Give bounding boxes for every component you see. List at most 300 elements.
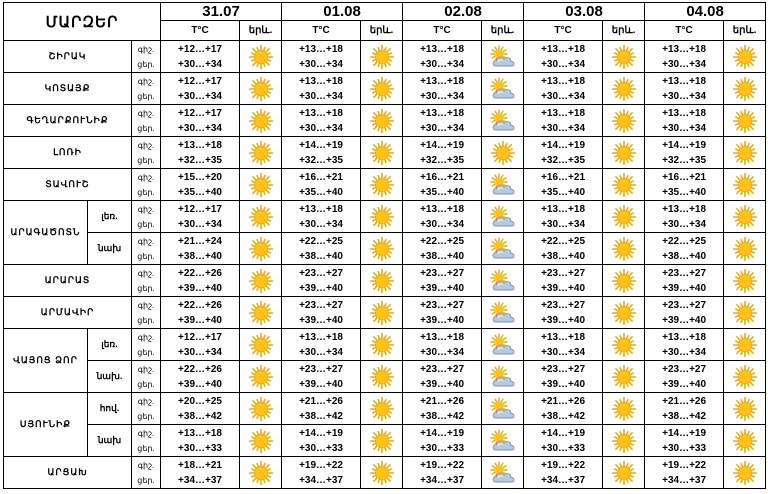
day-label: ցեր. <box>137 91 155 101</box>
region-row <box>4 457 766 489</box>
region-name: ԱՐՄԱՎԻՐ <box>4 297 132 329</box>
day-temp: +30…+34 <box>541 346 586 358</box>
temperature-cell <box>524 297 603 329</box>
temperature-cell <box>282 457 361 489</box>
temperature-cell <box>282 169 361 201</box>
sun-icon <box>370 77 394 101</box>
night-temp: +13…+18 <box>662 203 707 215</box>
night-temp: +13…+18 <box>420 75 465 87</box>
day-temp: +30…+34 <box>662 58 707 70</box>
sun-icon <box>612 301 636 325</box>
day-temp: +38…+42 <box>178 410 222 422</box>
night-temp: +23…+27 <box>420 299 465 311</box>
night-day-labels <box>132 105 161 137</box>
day-temp: +34…+37 <box>662 474 707 486</box>
temperature-cell <box>524 105 603 137</box>
sun-icon <box>370 173 394 197</box>
day-temp: +38…+42 <box>541 410 586 422</box>
temperature-cell <box>161 425 240 457</box>
night-temp: +13…+18 <box>299 331 343 343</box>
temperature-cell <box>524 329 603 361</box>
temperature-cell <box>161 361 240 393</box>
night-temp: +13…+18 <box>420 331 465 343</box>
weather-cell <box>482 233 524 265</box>
night-day-labels <box>132 137 161 169</box>
day-temp: +32…+35 <box>541 154 586 166</box>
night-temp: +13…+18 <box>541 107 586 119</box>
day-temp: +30…+34 <box>178 346 222 358</box>
weather-cell <box>724 201 766 233</box>
sun-icon <box>733 45 757 69</box>
night-label: գիշ. <box>137 236 155 246</box>
weather-cell <box>361 457 403 489</box>
temperature-cell <box>282 265 361 297</box>
weather-cell <box>240 201 282 233</box>
forecast-body <box>4 41 766 489</box>
temperature-cell <box>282 329 361 361</box>
day-temp: +38…+40 <box>662 250 707 262</box>
sun-icon <box>612 173 636 197</box>
region-name: ՇԻՐԱԿ <box>4 41 132 73</box>
day-label: ցեր. <box>137 411 155 421</box>
day-temp: +30…+34 <box>178 122 222 134</box>
night-temp: +13…+18 <box>178 139 222 151</box>
night-temp: +13…+18 <box>420 43 465 55</box>
weather-header: երև. <box>603 21 645 41</box>
temperature-cell <box>403 265 482 297</box>
sun-icon <box>612 237 636 261</box>
day-temp: +38…+40 <box>178 250 222 262</box>
region-row <box>4 169 766 201</box>
day-label: ցեր. <box>137 59 155 69</box>
temperature-cell <box>645 201 724 233</box>
temperature-cell <box>403 361 482 393</box>
sun-icon <box>612 77 636 101</box>
sun-icon <box>733 173 757 197</box>
weather-cell <box>240 41 282 73</box>
night-temp: +14…+19 <box>662 139 707 151</box>
sun-icon <box>733 109 757 133</box>
night-temp: +13…+18 <box>541 203 586 215</box>
night-temp: +13…+18 <box>299 203 343 215</box>
weather-cell <box>724 73 766 105</box>
weather-cell <box>482 41 524 73</box>
weather-cell <box>603 393 645 425</box>
sun-icon <box>370 301 394 325</box>
sun-behind-cloud-icon <box>489 45 517 69</box>
temperature-cell <box>645 265 724 297</box>
day-label: ցեր. <box>137 187 155 197</box>
temp-header: T°C <box>282 21 361 41</box>
temperature-cell <box>161 73 240 105</box>
weather-cell <box>482 361 524 393</box>
region-name: ՏԱՎՈՒՇ <box>4 169 132 201</box>
day-label: ցեր. <box>137 251 155 261</box>
temperature-cell <box>161 329 240 361</box>
sun-icon <box>370 205 394 229</box>
weather-cell <box>482 73 524 105</box>
temperature-cell <box>524 137 603 169</box>
temperature-cell <box>524 41 603 73</box>
night-temp: +23…+27 <box>420 267 465 279</box>
night-label: գիշ. <box>137 204 155 214</box>
region-name: ՍՅՈՒՆԻՔ <box>4 393 88 457</box>
region-row <box>4 41 766 73</box>
region-row <box>4 265 766 297</box>
temperature-cell <box>161 297 240 329</box>
night-temp: +13…+18 <box>299 107 343 119</box>
sun-icon <box>612 269 636 293</box>
weather-header: երև. <box>361 21 403 41</box>
sun-icon <box>612 397 636 421</box>
night-temp: +13…+18 <box>178 427 222 439</box>
table-header <box>4 3 766 41</box>
day-temp: +35…+40 <box>420 186 465 198</box>
subregion-label: նախ <box>88 233 132 265</box>
region-name: ԳԵՂԱՐՔՈՒՆԻՔ <box>4 105 132 137</box>
day-label: ցեր. <box>137 379 155 389</box>
sun-behind-cloud-icon <box>489 365 517 389</box>
weather-cell <box>603 41 645 73</box>
weather-cell <box>724 265 766 297</box>
night-temp: +22…+25 <box>541 235 586 247</box>
weather-cell <box>603 361 645 393</box>
sun-icon <box>370 45 394 69</box>
day-temp: +39…+40 <box>299 314 343 326</box>
weather-cell <box>482 169 524 201</box>
day-temp: +30…+34 <box>541 58 586 70</box>
weather-cell <box>482 457 524 489</box>
sun-icon <box>733 141 757 165</box>
sun-icon <box>249 397 273 421</box>
night-label: գիշ. <box>137 300 155 310</box>
day-temp: +35…+40 <box>299 186 343 198</box>
weather-cell <box>482 265 524 297</box>
day-temp: +30…+34 <box>299 218 343 230</box>
weather-cell <box>482 297 524 329</box>
night-label: գիշ. <box>137 396 155 406</box>
day-temp: +30…+34 <box>178 218 222 230</box>
temperature-cell <box>645 457 724 489</box>
night-label: գիշ. <box>137 332 155 342</box>
sun-icon <box>249 365 273 389</box>
weather-cell <box>724 233 766 265</box>
sun-behind-cloud-icon <box>489 205 517 229</box>
temperature-cell <box>403 41 482 73</box>
day-temp: +30…+33 <box>541 442 586 454</box>
sun-icon <box>370 109 394 133</box>
day-temp: +30…+34 <box>420 58 465 70</box>
temperature-cell <box>282 41 361 73</box>
temperature-cell <box>524 233 603 265</box>
temperature-cell <box>524 425 603 457</box>
night-temp: +21…+26 <box>420 395 465 407</box>
sun-icon <box>370 237 394 261</box>
night-temp: +12…+17 <box>178 43 222 55</box>
night-label: գիշ. <box>137 44 155 54</box>
day-temp: +30…+34 <box>662 218 707 230</box>
day-temp: +35…+40 <box>662 186 707 198</box>
night-temp: +13…+18 <box>299 75 343 87</box>
weather-cell <box>240 265 282 297</box>
sun-icon <box>249 109 273 133</box>
weather-cell <box>603 105 645 137</box>
day-temp: +30…+34 <box>178 58 222 70</box>
temperature-cell <box>524 201 603 233</box>
region-row <box>4 329 766 361</box>
weather-cell <box>603 73 645 105</box>
sun-icon <box>491 141 515 165</box>
night-temp: +13…+18 <box>541 331 586 343</box>
sun-icon <box>249 301 273 325</box>
temperature-cell <box>161 201 240 233</box>
sun-behind-cloud-icon <box>489 333 517 357</box>
temperature-cell <box>645 297 724 329</box>
day-label: ցեր. <box>137 315 155 325</box>
day-temp: +39…+40 <box>420 314 465 326</box>
night-temp: +23…+27 <box>662 267 707 279</box>
day-temp: +39…+40 <box>541 378 586 390</box>
sun-icon <box>612 365 636 389</box>
weather-header: երև. <box>724 21 766 41</box>
day-temp: +38…+40 <box>541 250 586 262</box>
sun-icon <box>612 333 636 357</box>
night-temp: +23…+27 <box>299 267 343 279</box>
night-temp: +13…+18 <box>662 43 707 55</box>
night-temp: +23…+27 <box>541 299 586 311</box>
day-temp: +30…+34 <box>420 90 465 102</box>
temperature-cell <box>161 105 240 137</box>
weather-cell <box>361 425 403 457</box>
night-temp: +16…+21 <box>299 171 343 183</box>
sun-icon <box>733 397 757 421</box>
sun-icon <box>249 333 273 357</box>
sun-icon <box>612 461 636 485</box>
weather-cell <box>724 105 766 137</box>
weather-cell <box>724 137 766 169</box>
night-label: գիշ. <box>137 268 155 278</box>
day-temp: +38…+40 <box>420 250 465 262</box>
temperature-cell <box>645 73 724 105</box>
night-temp: +19…+22 <box>662 459 707 471</box>
region-row <box>4 393 766 425</box>
night-temp: +18…+21 <box>178 459 222 471</box>
weather-cell <box>482 329 524 361</box>
day-temp: +30…+34 <box>662 122 707 134</box>
night-temp: +12…+17 <box>178 203 222 215</box>
sun-behind-cloud-icon <box>489 301 517 325</box>
weather-cell <box>603 201 645 233</box>
day-temp: +30…+34 <box>299 122 343 134</box>
sun-icon <box>249 205 273 229</box>
day-temp: +30…+34 <box>299 346 343 358</box>
sun-icon <box>733 301 757 325</box>
day-temp: +32…+35 <box>178 154 222 166</box>
temperature-cell <box>403 297 482 329</box>
sun-icon <box>249 45 273 69</box>
day-temp: +30…+34 <box>299 58 343 70</box>
night-day-labels <box>132 361 161 393</box>
temperature-cell <box>645 41 724 73</box>
day-temp: +39…+40 <box>420 378 465 390</box>
region-row <box>4 105 766 137</box>
sun-icon <box>249 141 273 165</box>
regional-forecast-table <box>3 2 766 489</box>
night-temp: +19…+22 <box>299 459 343 471</box>
sun-icon <box>612 429 636 453</box>
region-name: ՎԱՅՈՑ ՁՈՐ <box>4 329 88 393</box>
day-label: ցեր. <box>137 443 155 453</box>
weather-cell <box>240 73 282 105</box>
temperature-cell <box>161 41 240 73</box>
weather-cell <box>240 393 282 425</box>
region-row <box>4 201 766 233</box>
day-temp: +30…+34 <box>662 346 707 358</box>
night-temp: +22…+26 <box>178 299 222 311</box>
temperature-cell <box>403 169 482 201</box>
temperature-cell <box>161 265 240 297</box>
sun-behind-cloud-icon <box>489 109 517 133</box>
temperature-cell <box>282 361 361 393</box>
day-temp: +38…+42 <box>662 410 707 422</box>
day-temp: +30…+34 <box>420 122 465 134</box>
night-temp: +21…+26 <box>541 395 586 407</box>
day-label: ցեր. <box>137 283 155 293</box>
day-temp: +38…+42 <box>420 410 465 422</box>
region-row <box>4 297 766 329</box>
temperature-cell <box>403 201 482 233</box>
temperature-cell <box>524 361 603 393</box>
night-temp: +14…+19 <box>299 427 343 439</box>
night-day-labels <box>132 169 161 201</box>
date-header-2: 01.08 <box>282 3 403 21</box>
date-header-5: 04.08 <box>645 3 766 21</box>
day-temp: +39…+40 <box>662 378 707 390</box>
sun-icon <box>249 237 273 261</box>
night-temp: +13…+18 <box>541 75 586 87</box>
weather-cell <box>361 41 403 73</box>
sun-icon <box>249 269 273 293</box>
night-label: գիշ. <box>137 172 155 182</box>
night-temp: +14…+19 <box>420 427 465 439</box>
weather-cell <box>361 105 403 137</box>
weather-cell <box>724 393 766 425</box>
sun-behind-cloud-icon <box>489 397 517 421</box>
night-temp: +13…+18 <box>662 107 707 119</box>
weather-cell <box>361 233 403 265</box>
day-temp: +30…+34 <box>541 90 586 102</box>
night-temp: +14…+19 <box>299 139 343 151</box>
weather-header: երև. <box>240 21 282 41</box>
night-temp: +21…+24 <box>178 235 222 247</box>
date-header-4: 03.08 <box>524 3 645 21</box>
night-temp: +14…+19 <box>541 427 586 439</box>
night-day-labels <box>132 329 161 361</box>
weather-cell <box>482 425 524 457</box>
weather-cell <box>361 201 403 233</box>
night-temp: +23…+27 <box>299 363 343 375</box>
day-temp: +32…+35 <box>420 154 465 166</box>
temperature-cell <box>161 169 240 201</box>
night-temp: +12…+17 <box>178 107 222 119</box>
night-temp: +13…+18 <box>420 203 465 215</box>
weather-cell <box>482 105 524 137</box>
day-temp: +39…+40 <box>299 282 343 294</box>
day-temp: +30…+33 <box>662 442 707 454</box>
night-temp: +14…+19 <box>420 139 465 151</box>
night-temp: +13…+18 <box>420 107 465 119</box>
day-temp: +39…+40 <box>541 314 586 326</box>
weather-header: երև. <box>482 21 524 41</box>
region-row <box>4 361 766 393</box>
temperature-cell <box>645 137 724 169</box>
weather-cell <box>240 361 282 393</box>
sun-icon <box>370 269 394 293</box>
temperature-cell <box>161 393 240 425</box>
night-temp: +21…+26 <box>299 395 343 407</box>
region-name: ԱՐԱԳԱԾՈՏՆ <box>4 201 88 265</box>
weather-cell <box>240 169 282 201</box>
subregion-label: լեռ. <box>88 329 132 361</box>
weather-cell <box>724 361 766 393</box>
day-temp: +30…+34 <box>541 218 586 230</box>
temp-header: T°C <box>524 21 603 41</box>
night-day-labels <box>132 457 161 489</box>
day-temp: +35…+40 <box>178 186 222 198</box>
sun-icon <box>733 333 757 357</box>
day-temp: +34…+37 <box>299 474 343 486</box>
subregion-label: նախ. <box>88 361 132 393</box>
temperature-cell <box>645 105 724 137</box>
night-label: գիշ. <box>137 140 155 150</box>
night-day-labels <box>132 233 161 265</box>
weather-cell <box>361 361 403 393</box>
day-label: ցեր. <box>137 123 155 133</box>
day-temp: +39…+40 <box>541 282 586 294</box>
sun-icon <box>733 365 757 389</box>
region-name: ԱՐԱՐԱՏ <box>4 265 132 297</box>
temperature-cell <box>403 233 482 265</box>
sun-icon <box>370 365 394 389</box>
night-temp: +23…+27 <box>299 299 343 311</box>
day-temp: +39…+40 <box>662 282 707 294</box>
night-temp: +16…+21 <box>541 171 586 183</box>
weather-cell <box>240 233 282 265</box>
temperature-cell <box>645 233 724 265</box>
night-temp: +23…+27 <box>541 363 586 375</box>
weather-cell <box>361 265 403 297</box>
weather-cell <box>482 393 524 425</box>
night-temp: +13…+18 <box>662 331 707 343</box>
night-temp: +23…+27 <box>662 299 707 311</box>
temperature-cell <box>524 457 603 489</box>
date-header-3: 02.08 <box>403 3 524 21</box>
region-row <box>4 425 766 457</box>
night-temp: +14…+19 <box>662 427 707 439</box>
weather-cell <box>724 297 766 329</box>
temperature-cell <box>524 265 603 297</box>
night-temp: +22…+26 <box>178 363 222 375</box>
night-temp: +21…+26 <box>662 395 707 407</box>
night-temp: +13…+18 <box>541 43 586 55</box>
day-temp: +39…+40 <box>178 378 222 390</box>
sun-icon <box>612 205 636 229</box>
day-temp: +39…+40 <box>299 378 343 390</box>
temp-header: T°C <box>403 21 482 41</box>
night-day-labels <box>132 41 161 73</box>
weather-cell <box>240 297 282 329</box>
night-temp: +19…+22 <box>420 459 465 471</box>
